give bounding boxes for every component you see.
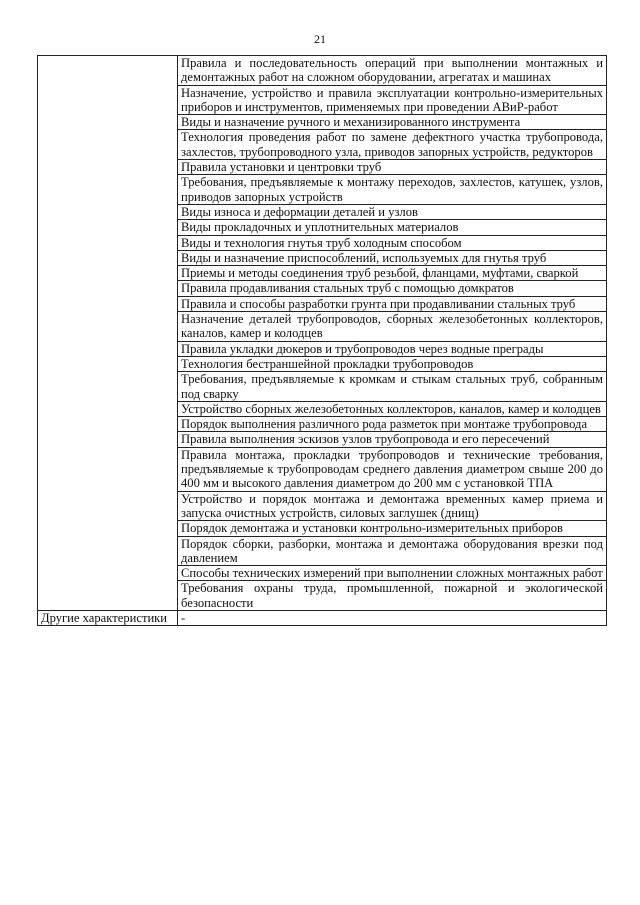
knowledge-item: Порядок выполнения различного рода разметок при монтаже трубопровода [178, 417, 607, 432]
knowledge-item: Устройство сборных железобетонных коллекторов, каналов, камер и колодцев [178, 401, 607, 416]
knowledge-item: Правила монтажа, прокладки трубопроводов и технические требования, предъявляемые к трубопроводам среднего давления диаметром свыше 200 до 400 мм и высокого давления диаметром до 200 мм с установкой ТПА [178, 447, 607, 491]
knowledge-item: Виды износа и деформации деталей и узлов [178, 204, 607, 219]
knowledge-item: Правила выполнения эскизов узлов трубопровода и его пересечений [178, 432, 607, 447]
knowledge-item: Технология бестраншейной прокладки трубопроводов [178, 356, 607, 371]
table-row [38, 56, 607, 86]
page-number: 21 [314, 32, 326, 46]
knowledge-label-cell [38, 56, 178, 611]
knowledge-item: Способы технических измерений при выполнении сложных монтажных работ [178, 566, 607, 581]
knowledge-item: Требования, предъявляемые к кромкам и стыкам стальных труб, собранным под сварку [178, 372, 607, 402]
knowledge-item: Назначение, устройство и правила эксплуатации контрольно-измерительных приборов и инструментов, применяемых при проведении АВиР-работ [178, 85, 607, 115]
knowledge-item: Виды прокладочных и уплотнительных материалов [178, 220, 607, 235]
knowledge-item: Требования, предъявляемые к монтажу переходов, захлестов, катушек, узлов, приводов запорных устройств [178, 175, 607, 205]
knowledge-item: Правила и последовательность операций при выполнении монтажных и демонтажных работ на сложном оборудовании, агрегатах и машинах [178, 56, 607, 86]
other-characteristics-value: - [178, 610, 607, 625]
other-characteristics-label: Другие характеристики [38, 610, 178, 625]
knowledge-item: Устройство и порядок монтажа и демонтажа временных камер приема и запуска очистных устройств, силовых заглушек (днищ) [178, 491, 607, 521]
other-characteristics-row [38, 610, 607, 625]
knowledge-item: Технология проведения работ по замене дефектного участка трубопровода, захлестов, трубопроводного узла, приводов запорных устройств, редукторов [178, 130, 607, 160]
knowledge-item: Требования охраны труда, промышленной, пожарной и экологической безопасности [178, 581, 607, 611]
knowledge-item: Виды и технология гнутья труб холодным способом [178, 235, 607, 250]
knowledge-item: Правила установки и центровки труб [178, 160, 607, 175]
knowledge-item: Правила и способы разработки грунта при продавливании стальных труб [178, 296, 607, 311]
knowledge-item: Назначение деталей трубопроводов, сборных железобетонных коллекторов, каналов, камер и колодцев [178, 312, 607, 342]
knowledge-item: Порядок сборки, разборки, монтажа и демонтажа оборудования врезки под давлением [178, 536, 607, 566]
knowledge-item: Порядок демонтажа и установки контрольно-измерительных приборов [178, 521, 607, 536]
knowledge-item: Правила укладки дюкеров и трубопроводов через водные преграды [178, 341, 607, 356]
knowledge-item: Виды и назначение ручного и механизированного инструмента [178, 115, 607, 130]
knowledge-item: Приемы и методы соединения труб резьбой, фланцами, муфтами, сваркой [178, 266, 607, 281]
knowledge-item: Виды и назначение приспособлений, используемых для гнутья труб [178, 250, 607, 265]
knowledge-table [37, 55, 607, 626]
knowledge-item: Правила продавливания стальных труб с помощью домкратов [178, 281, 607, 296]
table-body [38, 56, 607, 626]
